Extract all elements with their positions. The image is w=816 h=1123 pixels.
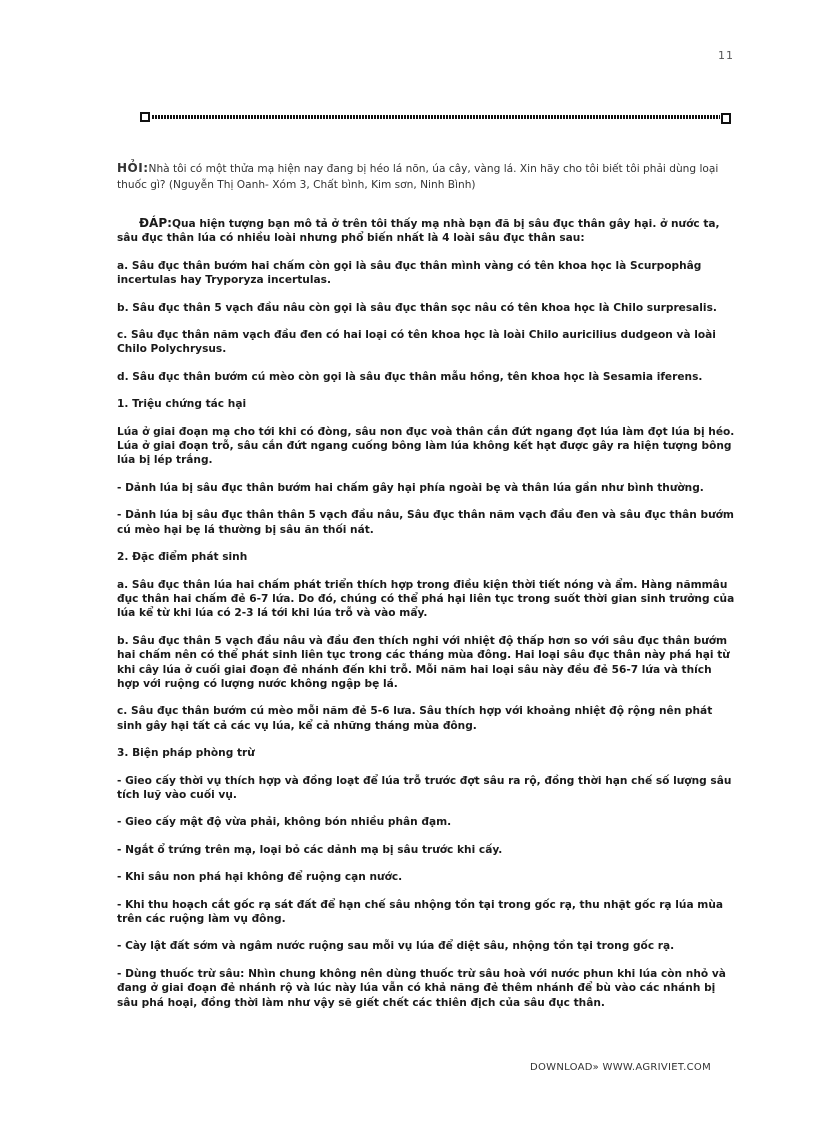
answer-paragraph: c. Sâu đục thân bướm cú mèo mỗi năm đẻ 5-6 lưa. Sâu thích hợp với khoảng nhiệt độ rộng nên phát sinh gây hại tất cả các vụ lúa, kể cả những tháng mùa đông. (117, 705, 713, 732)
answer-paragraph: a. Sâu đục thân lúa hai chấm phát triển thích hợp trong điều kiện thời tiết nóng và ẩm. Hàng nămmâu đục thân hai chấm đẻ 6-7 lứa. Do đó, chúng có thể phá hại liên tục trong suốt thời gian sinh trưởng của lúa kể từ khi lúa có 2-3 lá tới khi lúa trỗ và vào mẩy. (117, 578, 735, 620)
answer-paragraph: - Cày lật đất sớm và ngâm nước ruộng sau mỗi vụ lúa để diệt sâu, nhộng tồn tại trong gốc rạ. (117, 940, 675, 953)
answer-paragraph: b. Sâu đục thân 5 vạch đầu nâu còn gọi là sâu đục thân sọc nâu có tên khoa học là Chilo surpresalis. (117, 301, 717, 314)
answer-paragraph: - Gieo cấy thời vụ thích hợp và đồng loạt để lúa trỗ trước đợt sâu ra rộ, đồng thời hạn chế số lượng sâu tích luỹ vào cuối vụ. (117, 774, 732, 801)
download-footer: DOWNLOAD» WWW.AGRIVIET.COM (530, 1062, 712, 1073)
decorative-divider (140, 112, 732, 124)
question-block (117, 160, 737, 193)
answer-paragraph: b. Sâu đục thân 5 vạch đầu nâu và đầu đen thích nghi với nhiệt độ thấp hơn so với sâu đục thân bướm hai chấm nên có thể phát sinh liên tục trong các tháng mùa đông. Hai loại sâu đục thân này phá hại từ khi cây lúa ở cuối giai đoạn đẻ nhánh đến khi trỗ. Mỗi năm hai loại sâu này đều đẻ 56-7 lứa và thích hợp với ruộng có lượng nước không ngập bẹ lá. (117, 634, 730, 690)
answer-label: ĐÁP: (139, 216, 172, 230)
answer-block (117, 216, 737, 1023)
answer-paragraph: - Khi thu hoạch cắt gốc rạ sát đất để hạn chế sâu nhộng tồn tại trong gốc rạ, thu nhặt gốc rạ lúa mùa trên các ruộng làm vụ đông. (117, 898, 724, 925)
answer-paragraph: 1. Triệu chứng tác hại (117, 398, 247, 411)
question-text: Nhà tôi có một thửa mạ hiện nay đang bị héo lá nõn, úa cây, vàng lá. Xin hãy cho tôi biết tôi phải dùng loại thuốc gì? (Nguyễn Thị Oanh- Xóm 3, Chất bình, Kim sơn, Ninh Bình) (117, 163, 719, 191)
page-number: 11 (718, 49, 734, 62)
answer-paragraphs (117, 259, 737, 1010)
answer-paragraph: 3. Biện pháp phòng trừ (117, 747, 255, 760)
question-label: HỎI: (117, 161, 149, 175)
answer-paragraph: - Dảnh lúa bị sâu đục thân thân 5 vạch đầu nâu, Sâu đục thân năm vạch đầu đen và sâu đục thân bướm cú mèo hại bẹ lá thường bị sâu ăn thối nát. (117, 509, 734, 536)
answer-paragraph: - Dùng thuốc trừ sâu: Nhìn chung không nên dùng thuốc trừ sâu hoà với nước phun khi lúa còn nhỏ và đang ở giai đoạn đẻ nhánh rộ và lúc này lúa vẫn có khả năng đẻ thêm nhánh để bù vào các nhánh bị sâu phá hoại, đồng thời làm như vậy sẽ giết chết các thiên địch của sâu đục thân. (117, 967, 726, 1009)
answer-intro-text: Qua hiện tượng bạn mô tả ở trên tôi thấy mạ nhà bạn đã bị sâu đục thân gây hại. ở nước ta, sâu đục thân lúa có nhiều loài nhưng phổ biến nhất là 4 loài sâu đục thân sau: (117, 218, 720, 245)
answer-paragraph: d. Sâu đục thân bướm cú mèo còn gọi là sâu đục thân mẫu hồng, tên khoa học là Sesamia iferens. (117, 370, 703, 383)
answer-paragraph: a. Sâu đục thân bướm hai chấm còn gọi là sâu đục thân mình vàng có tên khoa học là Scurpophâg incertulas hay Tryporyza incertulas. (117, 259, 702, 287)
answer-paragraph: - Khi sâu non phá hại không để ruộng cạn nước. (117, 871, 403, 884)
answer-paragraph: c. Sâu đục thân năm vạch đầu đen có hai loại có tên khoa học là loài Chilo auricilius dudgeon và loài Chilo Polychrysus. (117, 329, 716, 356)
answer-paragraph: Lúa ở giai đoạn mạ cho tới khi có đòng, sâu non đục voà thân cắn đứt ngang đọt lúa làm đọt lúa bị héo. Lúa ở giai đoạn trỗ, sâu cắn đứt ngang cuống bông làm lúa không kết hạt được gây ra hiện tượng bông lúa bị lép trắng. (117, 425, 735, 467)
answer-paragraph: 2. Đặc điểm phát sinh (117, 551, 248, 564)
answer-paragraph: - Dảnh lúa bị sâu đục thân bướm hai chấm gây hại phía ngoài bẹ và thân lúa gần như bình thường. (117, 481, 704, 494)
answer-paragraph: - Gieo cấy mật độ vừa phải, không bón nhiều phân đạm. (117, 816, 452, 829)
answer-intro (117, 216, 737, 246)
answer-paragraph: - Ngắt ổ trứng trên mạ, loại bỏ các dảnh mạ bị sâu trước khi cấy. (117, 843, 503, 856)
